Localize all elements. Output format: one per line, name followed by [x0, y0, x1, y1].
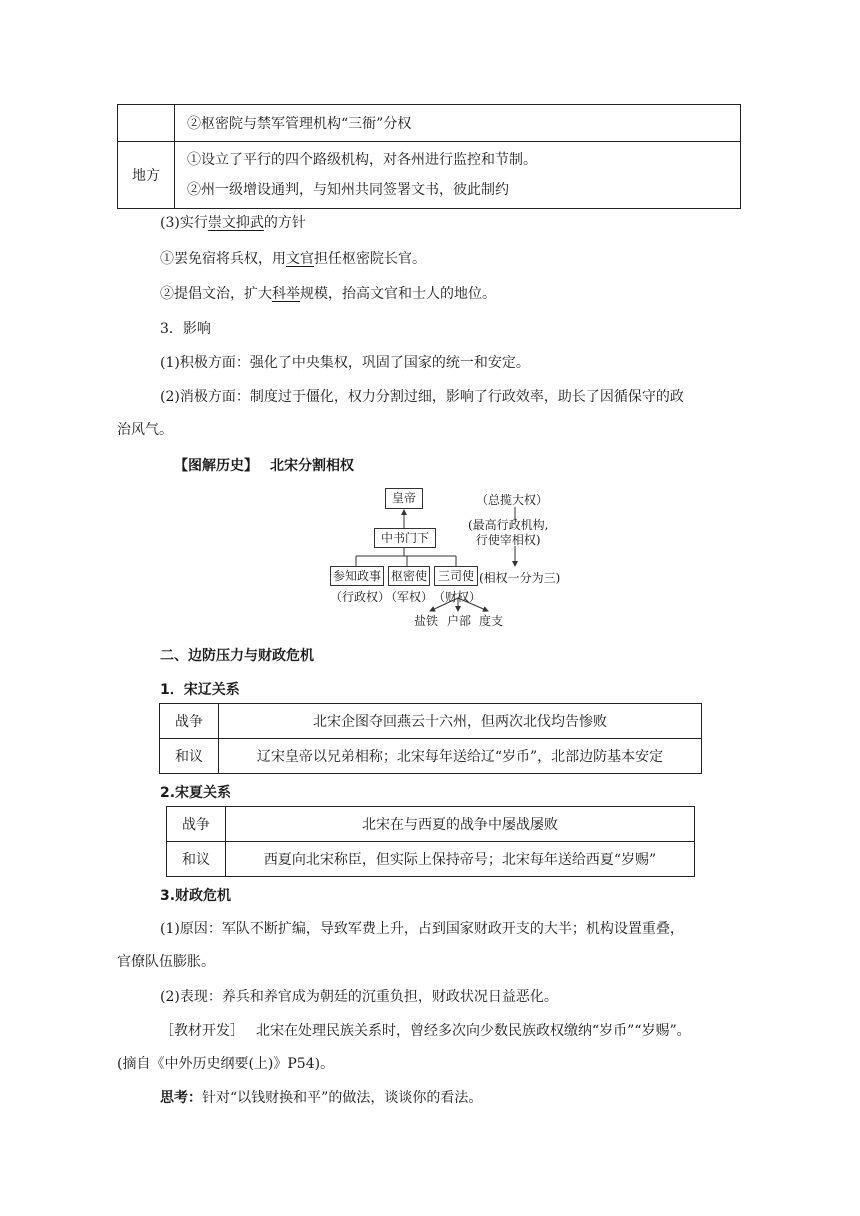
table-row-label: 地方 — [118, 142, 175, 209]
part-heading: 二、边防压力与财政危机 — [160, 648, 314, 664]
textbook-paragraph — [160, 1020, 691, 1040]
paragraph: (1)积极方面：强化了中央集权，巩固了国家的统一和安定。 — [160, 355, 530, 371]
split-note: (相权一分为三) — [479, 571, 561, 585]
label: ［教材开发］ — [160, 1023, 244, 1039]
emperor-box: 皇帝 — [385, 488, 423, 509]
sub-yantie: 盐铁 — [414, 614, 439, 628]
table-row-label: 战争 — [160, 704, 219, 739]
song-xia-table — [166, 806, 695, 877]
note-line: (最高行政机构, — [468, 518, 549, 532]
table-row — [160, 704, 702, 739]
think-paragraph — [160, 1087, 482, 1107]
sub-duzhi: 度支 — [479, 614, 504, 628]
table-cell: ②枢密院与禁军管理机构“三衙”分权 — [175, 105, 741, 142]
underlined-text: 崇文抑武 — [207, 215, 264, 231]
zhongshu-box: 中书门下 — [374, 528, 436, 548]
diagram-title: 北宋分割相权 — [270, 458, 354, 474]
text: 规模，抬高文官和士人的地位。 — [300, 286, 496, 302]
table-line: ①设立了平行的四个路级机构，对各州进行监控和节制。 — [187, 152, 537, 168]
xia-heading: 2.宋夏关系 — [160, 785, 232, 801]
table-cell: 辽宋皇帝以兄弟相称；北宋每年送给辽“岁币”，北部边防基本安定 — [219, 739, 702, 774]
table-row — [160, 739, 702, 774]
paragraph: 治风气。 — [117, 422, 173, 438]
label: 【图解历史】 — [174, 458, 258, 474]
sansi-box: 三司使 — [434, 566, 478, 586]
liao-heading: 1．宋辽关系 — [160, 682, 240, 698]
paragraph: 官僚队伍膨胀。 — [117, 954, 215, 970]
sub-hubu: 户部 — [447, 614, 472, 628]
table-cell: 西夏向北宋称臣，但实际上保持帝号；北宋每年送给西夏“岁赐” — [226, 842, 695, 877]
table-cell: 北宋企图夺回燕云十六州，但两次北伐均告惨败 — [219, 704, 702, 739]
underlined-text: 文官 — [286, 251, 314, 267]
paragraph: (2)消极方面：制度过于僵化，权力分割过细，影响了行政效率，助长了因循保守的政 — [160, 389, 684, 405]
text: 担任枢密院长官。 — [314, 251, 426, 267]
paragraph: (摘自《中外历史纲要(上)》P54)。 — [117, 1056, 335, 1072]
shumi-power: （军权） — [385, 590, 434, 604]
table-row-label: 战争 — [167, 807, 226, 842]
text: ②提倡文治，扩大 — [160, 286, 272, 302]
table-row — [167, 807, 695, 842]
text: 的方针 — [263, 215, 306, 231]
section-heading: 3．影响 — [160, 321, 211, 337]
emperor-note: （总揽大权） — [476, 493, 549, 507]
text: 北宋在处理民族关系时，曾经多次向少数民族政权缴纳“岁币”“岁赐”。 — [256, 1023, 691, 1039]
paragraph: (2)表现：养兵和养官成为朝廷的沉重负担，财政状况日益恶化。 — [160, 989, 558, 1005]
canzhi-power: （行政权） — [330, 590, 391, 604]
shumi-box: 枢密使 — [388, 566, 430, 586]
table-row — [167, 842, 695, 877]
zhongshu-note — [468, 518, 549, 548]
note-line: 行使宰相权) — [475, 533, 541, 547]
text: 针对“以钱财换和平”的做法，谈谈你的看法。 — [202, 1090, 483, 1106]
table-row-label: 和议 — [167, 842, 226, 877]
text: (3)实行 — [160, 215, 208, 231]
crisis-heading: 3.财政危机 — [160, 888, 232, 904]
underlined-text: 科举 — [272, 286, 300, 302]
text: ①罢免宿将兵权，用 — [160, 251, 286, 267]
canzhi-box: 参知政事 — [330, 566, 384, 586]
paragraph: (1)原因：军队不断扩编，导致军费上升，占到国家财政开支的大半；机构设置重叠， — [160, 921, 684, 937]
song-liao-table — [159, 703, 702, 774]
table-cell: 北宋在与西夏的战争中屡战屡败 — [226, 807, 695, 842]
sansi-power: （财权） — [433, 590, 482, 604]
table-row-label: 和议 — [160, 739, 219, 774]
table-line: ②州一级增设通判，与知州共同签署文书，彼此制约 — [187, 182, 509, 198]
label: 思考： — [160, 1090, 202, 1106]
